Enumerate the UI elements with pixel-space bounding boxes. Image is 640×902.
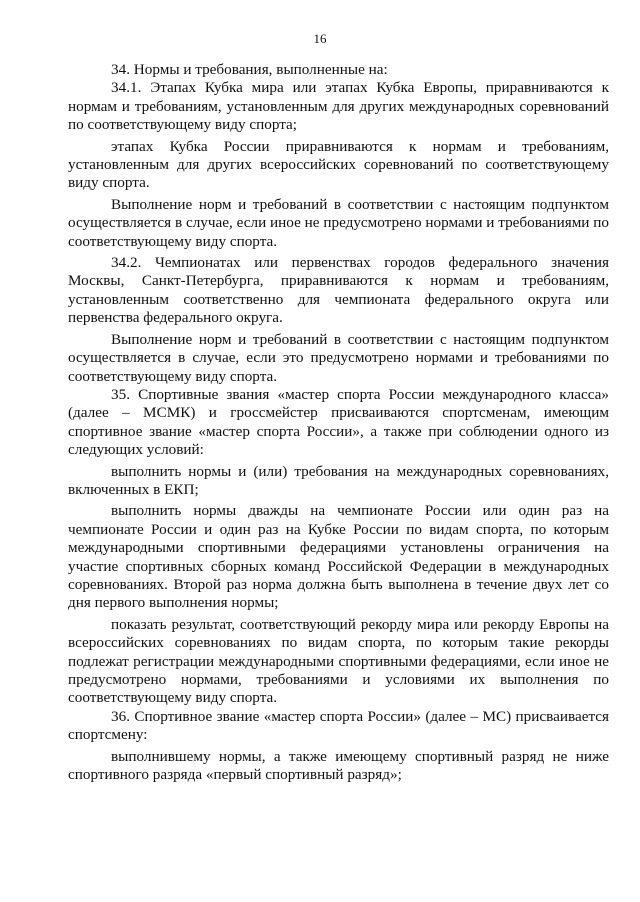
paragraph-35: 35. Спортивные звания «мастер спорта России международного класса» (далее – МСМК) и гроссмейстер присваиваются спортсменам, имеющим спортивное звание «мастер спорта России», а также при соблюдении одного из следующих условий: <box>68 385 609 459</box>
document-body <box>68 61 609 784</box>
paragraph-36-condition-1: выполнившему нормы, а также имеющему спортивный разряд не ниже спортивного разряда «первый спортивный разряд»; <box>68 747 609 784</box>
paragraph-34-1: 34.1. Этапах Кубка мира или этапах Кубка Европы, приравниваются к нормам и требованиям, установленным для других международных соревнований по соответствующему виду спорта; <box>68 79 609 134</box>
paragraph-34-1-condition: Выполнение норм и требований в соответствии с настоящим подпунктом осуществляется в случае, если иное не предусмотрено нормами и требованиями по соответствующему виду спорта. <box>68 195 609 250</box>
paragraph-35-condition-3: показать результат, соответствующий рекорду мира или рекорду Европы на всероссийских соревнованиях по видам спорта, по которым такие рекорды подлежат регистрации международными спортивными федерациями, если иное не предусмотрено нормами, требованиями и условиями их выполнения по соответствующему виду спорта. <box>68 615 609 707</box>
paragraph-36: 36. Спортивное звание «мастер спорта России» (далее – МС) присваивается спортсмену: <box>68 707 609 744</box>
page-number: 16 <box>313 31 327 46</box>
paragraph-34-2: 34.2. Чемпионатах или первенствах городов федерального значения Москвы, Санкт-Петербурга, приравниваются к нормам и требованиям, установленным соответственно для чемпионата федерального округа или первенства федерального округа. <box>68 254 609 327</box>
paragraph-35-condition-2: выполнить нормы дважды на чемпионате России или один раз на чемпионате России и один раз на Кубке России по видам спорта, по которым международными спортивными федерациями установлены ограничения на участие спортивных сборных команд Российской Федерации в международных соревнованиях. Второй раз норма должна быть выполнена в течение двух лет со дня первого выполнения нормы; <box>68 502 609 612</box>
paragraph-35-condition-1: выполнить нормы и (или) требования на международных соревнованиях, включенных в ЕКП; <box>68 462 609 498</box>
paragraph-34-heading: 34. Нормы и требования, выполненные на: <box>111 61 388 78</box>
paragraph-34-2-condition: Выполнение норм и требований в соответствии с настоящим подпунктом осуществляется в случае, если это предусмотрено нормами и требованиями по соответствующему виду спорта. <box>68 330 609 385</box>
paragraph-34-1-russia-cup: этапах Кубка России приравниваются к нормам и требованиям, установленным для других всероссийских соревнований по соответствующему виду спорта. <box>68 137 609 192</box>
